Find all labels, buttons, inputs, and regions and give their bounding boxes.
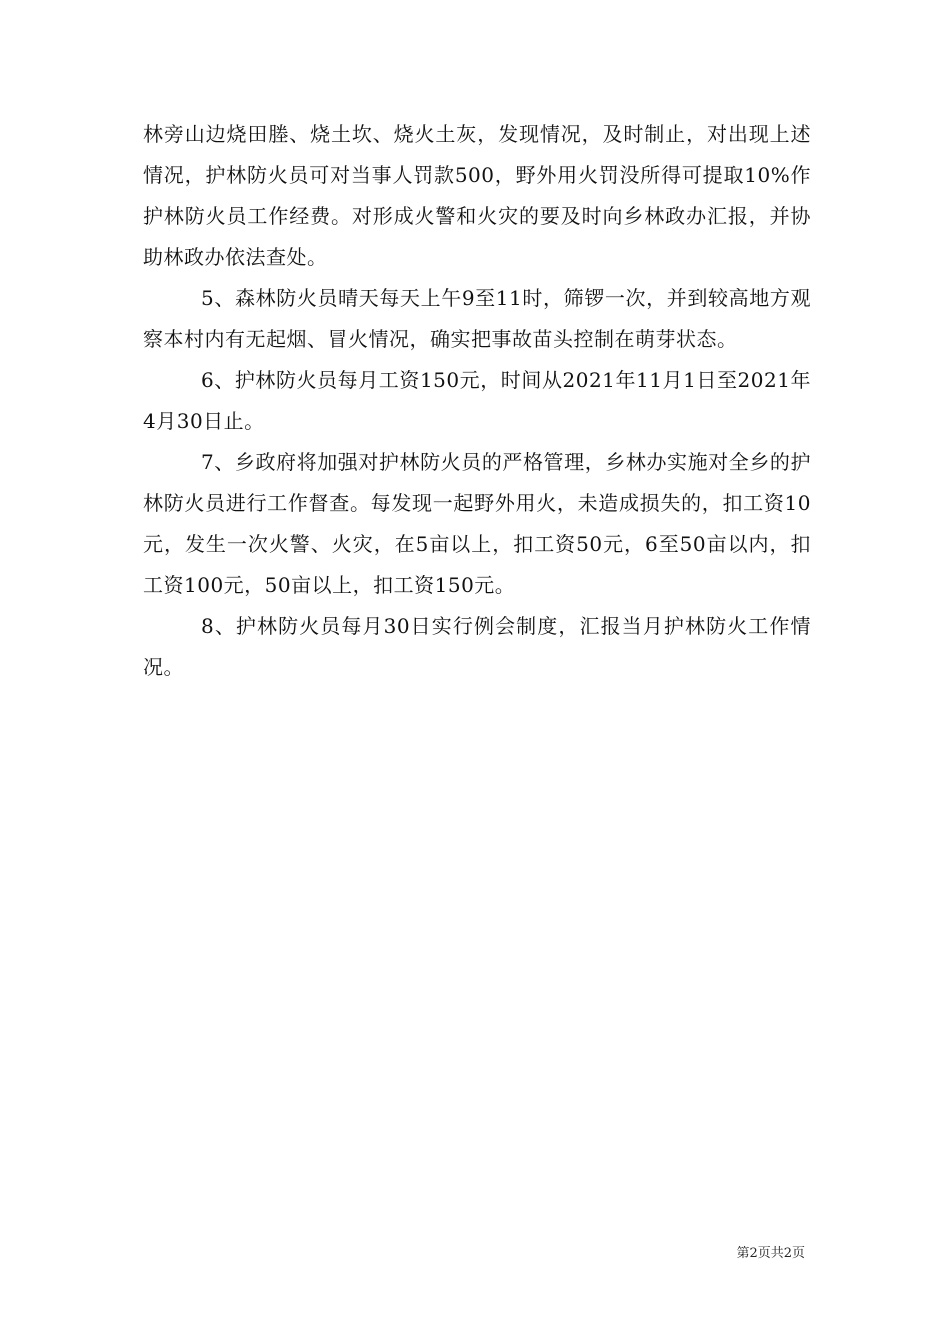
- paragraph-item-8: 8、护林防火员每月30日实行例会制度，汇报当月护林防火工作情况。: [143, 614, 811, 679]
- paragraph-item-5: 5、森林防火员晴天每天上午9至11时，筛锣一次，并到较高地方观察本村内有无起烟、冒火情况，确实把事故苗头控制在萌芽状态。: [143, 286, 811, 351]
- document-body: [143, 114, 811, 688]
- paragraph-continuation: 林旁山边烧田塍、烧土坎、烧火土灰，发现情况，及时制止，对出现上述情况，护林防火员可对当事人罚款500，野外用火罚没所得可提取10%作护林防火员工作经费。对形成火警和火灾的要及时向乡林政办汇报，并协助林政办依法查处。: [143, 122, 811, 269]
- paragraph-item-7: 7、乡政府将加强对护林防火员的严格管理，乡林办实施对全乡的护林防火员进行工作督查。每发现一起野外用火，未造成损失的，扣工资10元，发生一次火警、火灾，在5亩以上，扣工资50元，6至50亩以内，扣工资100元，50亩以上，扣工资150元。: [143, 450, 811, 597]
- paragraph-item-6: 6、护林防火员每月工资150元，时间从2021年11月1日至2021年4月30日止。: [143, 368, 811, 433]
- page-number-footer: 第2页共2页: [736, 1246, 805, 1261]
